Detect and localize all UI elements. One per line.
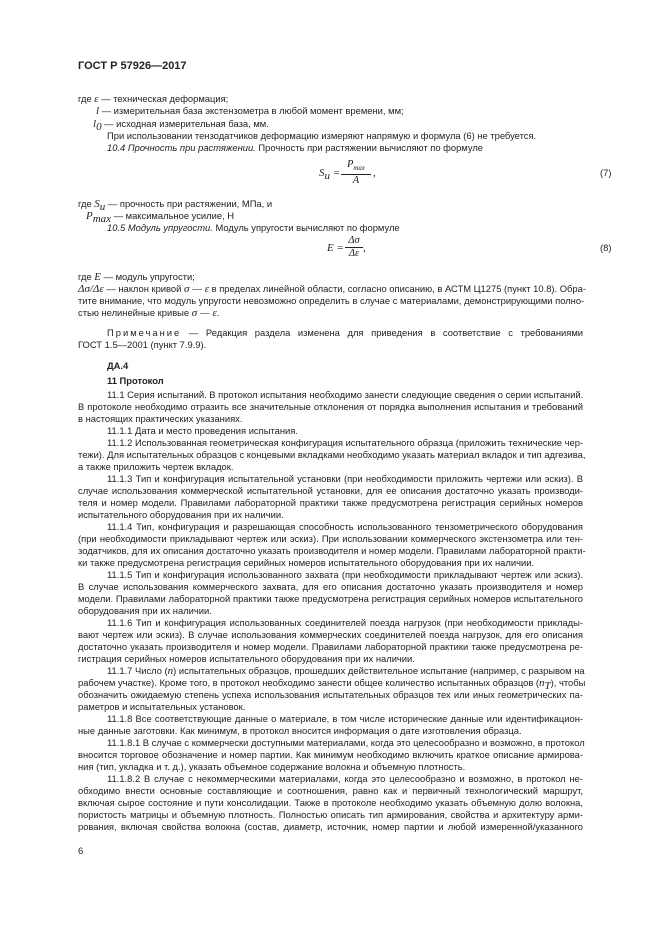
def-text: — модуль упругости; — [101, 271, 195, 282]
definition-slope-line-2: тите внимание, что модуль упругости невозможно определить в случае с материалами, демонстрирующими полно- — [78, 295, 585, 306]
def-text: стью нелинейные кривые — [78, 307, 192, 318]
symbol-sigma-eps-2: σ — ε — [191, 307, 217, 319]
section-10-5-title: 10.5 Модуль упругости. — [107, 222, 213, 233]
body-line: тежи). Для испытательных образцов с концевыми вкладками необходимо указать материал вкладок и тип адгезива, — [78, 449, 586, 460]
section-10-4-text: Прочность при растяжении вычисляют по формуле — [255, 142, 484, 153]
body-line: 11.1.2 Использованная геометрическая конфигурация испытательного образца (приложить технические чер- — [107, 437, 584, 448]
body-line: вносится торговое обозначение и номер партии. Как минимум необходимо включить краткое описание армирова- — [78, 749, 583, 760]
def-text: — максимальное усилие, Н — [111, 210, 235, 221]
def-text: — исходная измерительная база, мм. — [101, 118, 269, 129]
section-protocol-heading: 11 Протокол — [107, 375, 164, 386]
symbol-su: S — [94, 198, 100, 210]
body-line: рования, включая свойства волокна (состав, диаметр, источник, номер партии и любой измеренной/указанного — [78, 821, 583, 832]
definition-l — [96, 105, 404, 117]
def-text: — прочность при растяжении, МПа, и — [105, 198, 273, 209]
body-line: 11.1.1 Дата и место проведения испытания. — [107, 425, 298, 436]
body-line-1117-a — [107, 665, 583, 677]
symbol-pmax-sub: max — [92, 212, 112, 225]
body-line: В протоколе необходимо отразить все значительные отклонения от порядка выполнения испытания и требований — [78, 401, 583, 412]
formula-7 — [319, 167, 340, 182]
annex-da4-heading: ДА.4 — [107, 360, 129, 371]
body-line: зодатчиков, для их описания достаточно указать производителя и номер модели. Правилами лабораторной практи- — [78, 545, 586, 556]
body-line: достаточно указать производителя и номер модели. Правилами лабораторной практики также предусмотрена ре- — [78, 641, 583, 652]
body-line: пористость матрицы и объемную плотность. Полностью описать тип армирования, свойства и архитектуру арми- — [78, 809, 583, 820]
formula-8-tail: , — [363, 242, 366, 254]
symbol-l0: l — [93, 118, 97, 130]
formula-8-eq: = — [333, 242, 344, 254]
section-10-4 — [107, 142, 483, 154]
symbol-nt-sub: T — [544, 679, 551, 692]
page-number: 6 — [78, 845, 84, 856]
body-line: 11.1 Серия испытаний. В протокол испытания необходимо занести следующие сведения о серии испытаний. — [107, 389, 584, 400]
body-line: 11.1.8.1 В случае с коммерчески доступными материалами, когда это целесообразно и возможно, в протокол — [107, 737, 585, 748]
formula-7-tail: , — [373, 167, 376, 179]
body-line: обозначить ожидаемую степень успеха использования испытательных образцов тех или иных геометрических па- — [78, 689, 583, 700]
formula-8-denominator: Δε — [348, 248, 360, 259]
body-line: случае использования коммерческой испытательной установки, для ее описания достаточно указать производи- — [78, 485, 583, 496]
formula-7-lhs-sub: u — [324, 169, 330, 182]
def-prefix: где — [78, 271, 95, 282]
text: ), чтобы — [550, 677, 586, 688]
formula-7-lhs: S — [319, 167, 325, 179]
def-prefix: где — [78, 93, 95, 104]
formula-8-fraction — [345, 235, 363, 260]
section-10-5 — [107, 222, 400, 234]
text: ) испытательных образцов, прошедших действительное испытание (например, с разрывом на — [173, 665, 585, 676]
def-text-2: в пределах линейной области, согласно описанию, в АСТМ Ц1275 (пункт 10.8). Обра- — [209, 283, 586, 294]
body-line: а также приложить чертеж вкладок. — [78, 461, 234, 472]
symbol-l0-sub: 0 — [96, 120, 102, 133]
body-line: В случае использования коммерческого захвата, для его описания достаточно указать производителя и номер — [78, 581, 583, 592]
formula-7-fraction — [341, 159, 371, 187]
formula-8-numerator: Δσ — [345, 235, 363, 248]
def-prefix: где — [78, 198, 95, 209]
body-line: (при необходимости прикладывают чертеж или эскиз). При использовании коммерческого экстензометра или тен- — [78, 533, 583, 544]
body-line: ные данные заготовки. Как минимум, в протокол вносится информация о дате изготовления образца. — [78, 725, 522, 736]
symbol-nt: n — [539, 677, 545, 689]
body-line: включая сырое состояние и пути консолидации. Также в протоколе необходимо указать объемную долю волокна, — [78, 797, 583, 808]
definition-slope-line-3 — [78, 307, 219, 319]
formula-7-numerator — [341, 159, 371, 175]
note-label: Примечание — [107, 327, 182, 338]
document-header: ГОСТ Р 57926—2017 — [78, 60, 187, 72]
symbol-n: n — [167, 665, 174, 677]
section-10-4-title: 10.4 Прочность при растяжении. — [107, 142, 256, 153]
symbol-sigma-eps: σ — ε — [183, 283, 210, 295]
formula-8 — [327, 242, 344, 254]
body-line: оборудования при их наличии. — [78, 605, 212, 616]
note-line-1 — [107, 327, 583, 339]
symbol-epsilon: ε — [94, 93, 99, 105]
definition-epsilon — [78, 93, 228, 105]
text: 11.1.7 Число ( — [107, 665, 168, 676]
body-line: 11.1.6 Тип и конфигурация использованных соединителей поезда нагрузок (при необходимости приклады- — [107, 617, 583, 628]
symbol-slope: Δσ/Δε — [78, 283, 104, 295]
note-line-2: ГОСТ 1.5—2001 (пункт 7.9.9). — [78, 339, 207, 350]
note-text: — Редакция раздела изменена для приведения в соответствие с требованиями — [181, 327, 583, 338]
body-line: 11.1.8.2 В случае с некоммерческими материалами, когда это целесообразно и возможно, в протокол не- — [107, 773, 583, 784]
body-line: испытательного оборудования при их наличии. — [78, 509, 284, 520]
formula-8-lhs: E — [327, 242, 334, 254]
body-line: обходимо внести основные составляющие и соотношения, равно как и первичный технологический маршрут, — [78, 785, 583, 796]
body-line: ния (тип, укладка и т. д.), указать объемное содержание волокна и объемную плотность. — [78, 761, 466, 772]
definition-slope — [78, 283, 586, 295]
def-end: . — [216, 307, 220, 318]
formula-8-number: (8) — [600, 242, 612, 253]
text: рабочем участке). Кроме того, в протокол необходимо занести общее количество испытанных образцов ( — [78, 677, 540, 688]
body-line: 11.1.3 Тип и конфигурация испытательной установки (при необходимости приложить чертежи или эскиз). В — [107, 473, 583, 484]
symbol-l: l — [96, 105, 100, 117]
body-line: теля и номер модели. Правилами лабораторной практики также предусмотрена регистрация серийных номеров — [78, 497, 583, 508]
formula-7-num-sym: P — [346, 159, 354, 170]
symbol-e: E — [94, 271, 102, 283]
body-line: раметров и испытательных установок. — [78, 701, 246, 712]
body-line: ки также предусмотрена регистрация серийных номеров испытательного оборудования при их наличии. — [78, 557, 535, 568]
formula-7-denominator: A — [352, 175, 360, 187]
section-10-5-text: Модуль упругости вычисляют по формуле — [212, 222, 400, 233]
def-text: — техническая деформация; — [98, 93, 229, 104]
body-line: модели. Правилами лабораторной практики также предусмотрена регистрация серийных номеров испытательного — [78, 593, 583, 604]
body-line: в настоящих практических указаниях. — [78, 413, 243, 424]
body-line: 11.1.8 Все соответствующие данные о материале, в том числе исторические данные или идентификацион- — [107, 713, 583, 724]
def-text: — наклон кривой — [103, 283, 184, 294]
body-line: вают чертеж или эскиз). В случае использования коммерческих соединителей поезда нагрузок, для его описания — [78, 629, 583, 640]
symbol-su-sub: u — [99, 200, 106, 213]
formula-7-eq: = — [330, 167, 341, 179]
definition-e — [78, 271, 195, 283]
formula-7-number: (7) — [600, 167, 612, 178]
body-line: гистрация серийных номеров испытательного оборудования при их наличии. — [78, 653, 415, 664]
body-line: 11.1.5 Тип и конфигурация использованного захвата (при необходимости прикладывают чертеж или эскиз). — [107, 569, 583, 580]
def-text: — измерительная база экстензометра в любой момент времени, мм; — [99, 105, 404, 116]
symbol-pmax: P — [86, 210, 93, 222]
paragraph-tenzo: При использовании тензодатчиков деформацию измеряют напрямую и формула (6) не требуется. — [107, 130, 537, 141]
body-line: 11.1.4 Тип, конфигурация и разрешающая способность использованного тензометрического оборудования — [107, 521, 583, 532]
formula-7-num-sub: max — [353, 164, 366, 173]
